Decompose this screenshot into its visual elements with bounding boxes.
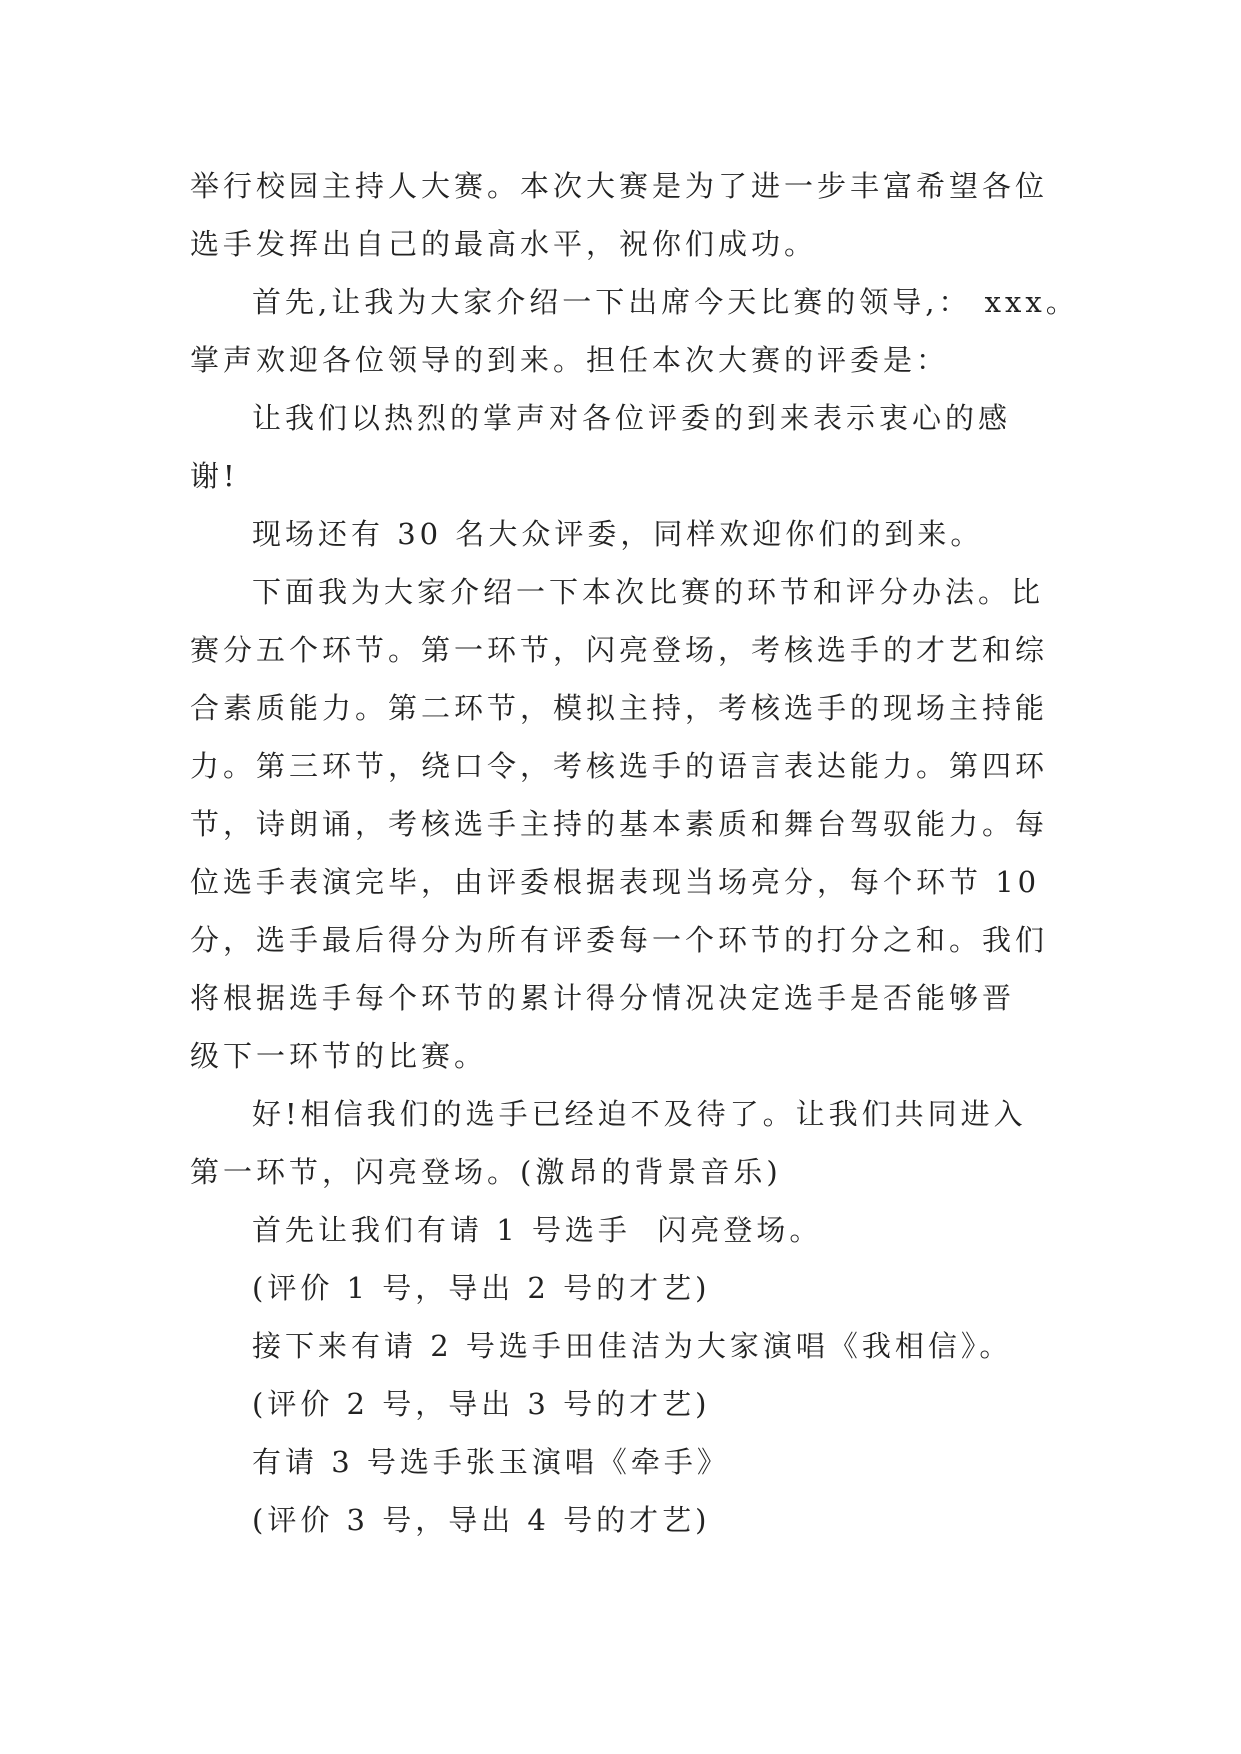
paragraph <box>190 273 1079 331</box>
text-line: (评价 3 号，导出 4 号的才艺) <box>252 1503 711 1537</box>
text-line: 选手发挥出自己的最高水平，祝你们成功。 <box>190 227 818 261</box>
text-line: 掌声欢迎各位领导的到来。担任本次大赛的评委是： <box>190 343 950 377</box>
text-line: 让我们以热烈的掌声对各位评委的到来表示衷心的感 <box>252 401 1012 435</box>
paragraph <box>190 505 1070 563</box>
text-line: 赛分五个环节。第一环节，闪亮登场，考核选手的才艺和综 <box>190 633 1049 667</box>
text-line: 力。第三环节，绕口令，考核选手的语言表达能力。第四环 <box>190 749 1049 783</box>
paragraph <box>190 1433 1070 1491</box>
paragraph <box>190 1085 1070 1201</box>
text-line: 接下来有请 2 号选手田佳洁为大家演唱《我相信》。 <box>252 1329 1013 1363</box>
text-line: 级下一环节的比赛。 <box>190 1039 488 1073</box>
text-line: 首先,让我为大家介绍一下出席今天比赛的领导,： xxx。 <box>252 285 1079 319</box>
text-line: 将根据选手每个环节的累计得分情况决定选手是否能够晋 <box>190 981 1016 1015</box>
paragraph <box>190 157 1070 273</box>
paragraph <box>190 1491 1070 1549</box>
paragraph <box>190 331 1070 389</box>
document-page <box>190 157 1079 1549</box>
text-line: (评价 1 号，导出 2 号的才艺) <box>252 1271 711 1305</box>
text-line: 现场还有 30 名大众评委，同样欢迎你们的到来。 <box>252 517 984 551</box>
text-line: 谢! <box>190 459 239 493</box>
paragraph <box>190 1201 1070 1259</box>
text-line: 举行校园主持人大赛。本次大赛是为了进一步丰富希望各位 <box>190 169 1049 203</box>
text-line: 下面我为大家介绍一下本次比赛的环节和评分办法。比 <box>252 575 1045 609</box>
text-line: 首先让我们有请 1 号选手 闪亮登场。 <box>252 1213 823 1247</box>
paragraph <box>190 1375 1070 1433</box>
paragraph <box>190 563 1070 1085</box>
paragraph <box>190 389 1070 505</box>
text-line: 有请 3 号选手张玉演唱《牵手》 <box>252 1445 730 1479</box>
paragraph <box>190 1259 1070 1317</box>
text-line: 好!相信我们的选手已经迫不及待了。让我们共同进入 <box>252 1097 1027 1131</box>
paragraph <box>190 1317 1070 1375</box>
text-line: 分，选手最后得分为所有评委每一个环节的打分之和。我们 <box>190 923 1049 957</box>
text-line: 位选手表演完毕，由评委根据表现当场亮分，每个环节 10 <box>190 865 1041 899</box>
text-line: 第一环节，闪亮登场。(激昂的背景音乐) <box>190 1155 782 1189</box>
text-line: 合素质能力。第二环节，模拟主持，考核选手的现场主持能 <box>190 691 1049 725</box>
text-line: (评价 2 号，导出 3 号的才艺) <box>252 1387 711 1421</box>
text-line: 节，诗朗诵，考核选手主持的基本素质和舞台驾驭能力。每 <box>190 807 1049 841</box>
